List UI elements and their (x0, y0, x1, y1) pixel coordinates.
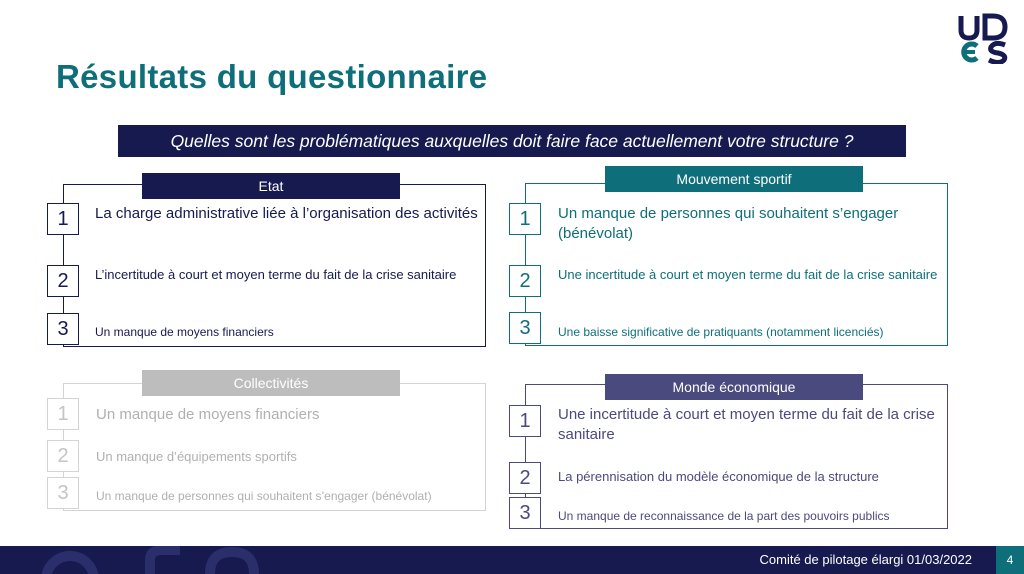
rank-badge-2: 2 (47, 440, 79, 472)
rank-badge-3: 3 (47, 313, 79, 345)
collectivites-item-2: Un manque d’équipements sportifs (96, 449, 297, 464)
slide-title: Résultats du questionnaire (56, 58, 488, 95)
etat-item-2: L’incertitude à court et moyen terme du fait de la crise sanitaire (95, 267, 457, 282)
panel-title-etat: Etat (142, 173, 400, 199)
collectivites-item-3: Un manque de personnes qui souhaitent s’engager (bénévolat) (96, 489, 432, 503)
question-banner: Quelles sont les problématiques auxquelles doit faire face actuellement votre structure ? (118, 125, 906, 157)
panel-title-collectivites: Collectivités (142, 370, 400, 396)
rank-badge-1: 1 (509, 405, 541, 437)
rank-badge-2: 2 (47, 265, 79, 297)
mouvement-item-1: Un manque de personnes qui souhaitent s’engager (bénévolat) (558, 205, 899, 242)
rank-badge-1: 1 (47, 203, 79, 235)
rank-badge-1: 1 (47, 398, 79, 430)
monde-item-3: Un manque de reconnaissance de la part des pouvoirs publics (558, 509, 890, 523)
decorative-shapes-icon (0, 546, 320, 574)
collectivites-item-1: Un manque de moyens financiers (96, 406, 320, 423)
rank-badge-2: 2 (509, 265, 541, 297)
footer-text: Comité de pilotage élargi 01/03/2022 (759, 552, 972, 567)
rank-badge-3: 3 (509, 497, 541, 529)
page-number: 4 (996, 546, 1024, 574)
etat-item-1: La charge administrative liée à l’organisation des activités (95, 205, 478, 222)
rank-badge-3: 3 (47, 477, 79, 509)
panel-title-monde-economique: Monde économique (605, 374, 863, 400)
mouvement-item-2: Une incertitude à court et moyen terme du fait de la crise sanitaire (558, 267, 938, 282)
rank-badge-2: 2 (509, 462, 541, 494)
etat-item-3: Un manque de moyens financiers (95, 325, 274, 339)
footer-bar (0, 546, 1024, 574)
mouvement-item-3: Une baisse significative de pratiquants (notamment licenciés) (558, 325, 884, 339)
monde-item-1: Une incertitude à court et moyen terme du fait de la crise sanitaire (558, 406, 935, 443)
rank-badge-1: 1 (509, 203, 541, 235)
monde-item-2: La pérennisation du modèle économique de la structure (558, 469, 879, 484)
rank-badge-3: 3 (509, 312, 541, 344)
udes-logo-icon (955, 12, 1011, 64)
panel-title-mouvement-sportif: Mouvement sportif (605, 166, 863, 192)
